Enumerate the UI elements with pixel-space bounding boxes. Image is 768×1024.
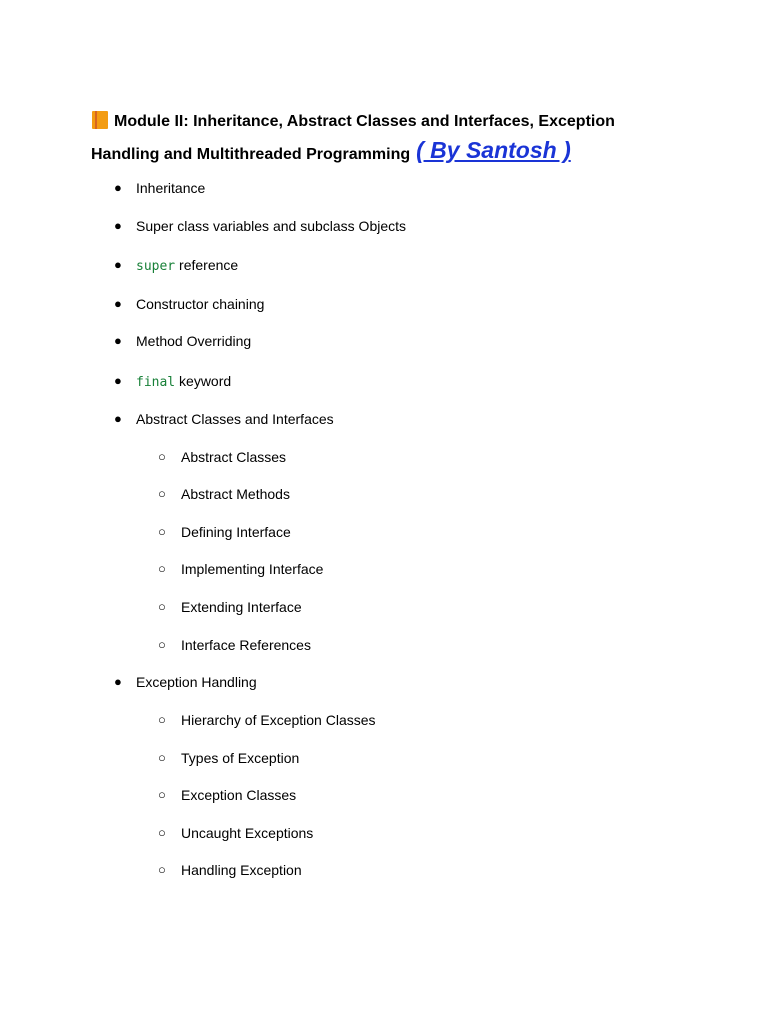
bullet-filled: ● xyxy=(114,411,122,426)
bullet-hollow: ○ xyxy=(158,750,166,765)
bullet-filled: ● xyxy=(114,333,122,348)
bullet-filled: ● xyxy=(114,373,122,388)
list-item-text: Uncaught Exceptions xyxy=(181,825,314,841)
heading-line-2: Handling and Multithreaded Programming xyxy=(91,146,411,163)
sub-item-handling-exception xyxy=(158,861,302,879)
bullet-filled: ● xyxy=(114,218,122,233)
list-item-text: Exception Classes xyxy=(181,787,297,803)
list-item-text: Handling Exception xyxy=(181,862,302,878)
bullet-filled: ● xyxy=(114,296,122,311)
sub-item-interface-references xyxy=(158,636,311,654)
list-item-text: Hierarchy of Exception Classes xyxy=(181,712,376,728)
list-item-text: Exception Handling xyxy=(136,674,257,690)
list-item-text: Abstract Classes and Interfaces xyxy=(136,411,334,427)
bullet-filled: ● xyxy=(114,257,122,272)
orange-book-icon xyxy=(92,111,108,129)
list-item-super-reference xyxy=(114,256,239,276)
list-item-text: Inheritance xyxy=(136,180,206,196)
list-item-text: Extending Interface xyxy=(181,599,302,615)
bullet-hollow: ○ xyxy=(158,449,166,464)
list-item-text: Defining Interface xyxy=(181,524,291,540)
code-keyword-super: super xyxy=(136,259,176,274)
bullet-hollow: ○ xyxy=(158,712,166,727)
code-keyword-final: final xyxy=(136,375,176,390)
bullet-hollow: ○ xyxy=(158,787,166,802)
heading-line-1: Module II: Inheritance, Abstract Classes and Interfaces, Exception xyxy=(114,113,615,130)
bullet-hollow: ○ xyxy=(158,862,166,877)
list-item-text: Super class variables and subclass Objects xyxy=(136,218,407,234)
bullet-filled: ● xyxy=(114,674,122,689)
list-item-final-keyword xyxy=(114,372,232,392)
sub-item-implementing-interface xyxy=(158,560,324,578)
list-item-text: Abstract Methods xyxy=(181,486,290,502)
list-item-text: Implementing Interface xyxy=(181,561,324,577)
author-byline-link[interactable]: ( By Santosh ) xyxy=(416,137,571,163)
bullet-hollow: ○ xyxy=(158,637,166,652)
bullet-hollow: ○ xyxy=(158,599,166,614)
module-heading xyxy=(91,108,711,169)
list-item-text: Method Overriding xyxy=(136,333,252,349)
sub-item-uncaught-exceptions xyxy=(158,824,314,842)
sub-item-defining-interface xyxy=(158,523,291,541)
sub-item-exception-classes xyxy=(158,786,297,804)
list-item-constructor-chaining xyxy=(114,295,265,313)
list-item-text: keyword xyxy=(175,373,232,389)
list-item-abstract-classes-and-interfaces xyxy=(114,410,334,428)
list-item-text: Constructor chaining xyxy=(136,296,265,312)
list-item-super-class-variables xyxy=(114,217,407,235)
bullet-hollow: ○ xyxy=(158,561,166,576)
bullet-hollow: ○ xyxy=(158,825,166,840)
list-item-method-overriding xyxy=(114,332,252,350)
sub-item-abstract-classes xyxy=(158,448,287,466)
sub-item-types-of-exception xyxy=(158,749,300,767)
bullet-hollow: ○ xyxy=(158,486,166,501)
bullet-hollow: ○ xyxy=(158,524,166,539)
sub-item-extending-interface xyxy=(158,598,302,616)
sub-item-abstract-methods xyxy=(158,485,290,503)
bullet-filled: ● xyxy=(114,180,122,195)
list-item-exception-handling xyxy=(114,673,257,691)
list-item-text: Types of Exception xyxy=(181,750,300,766)
list-item-text: Abstract Classes xyxy=(181,449,287,465)
list-item-text: reference xyxy=(175,257,239,273)
sub-item-hierarchy-of-exception-classes xyxy=(158,711,376,729)
list-item-text: Interface References xyxy=(181,637,311,653)
list-item-inheritance xyxy=(114,179,206,197)
